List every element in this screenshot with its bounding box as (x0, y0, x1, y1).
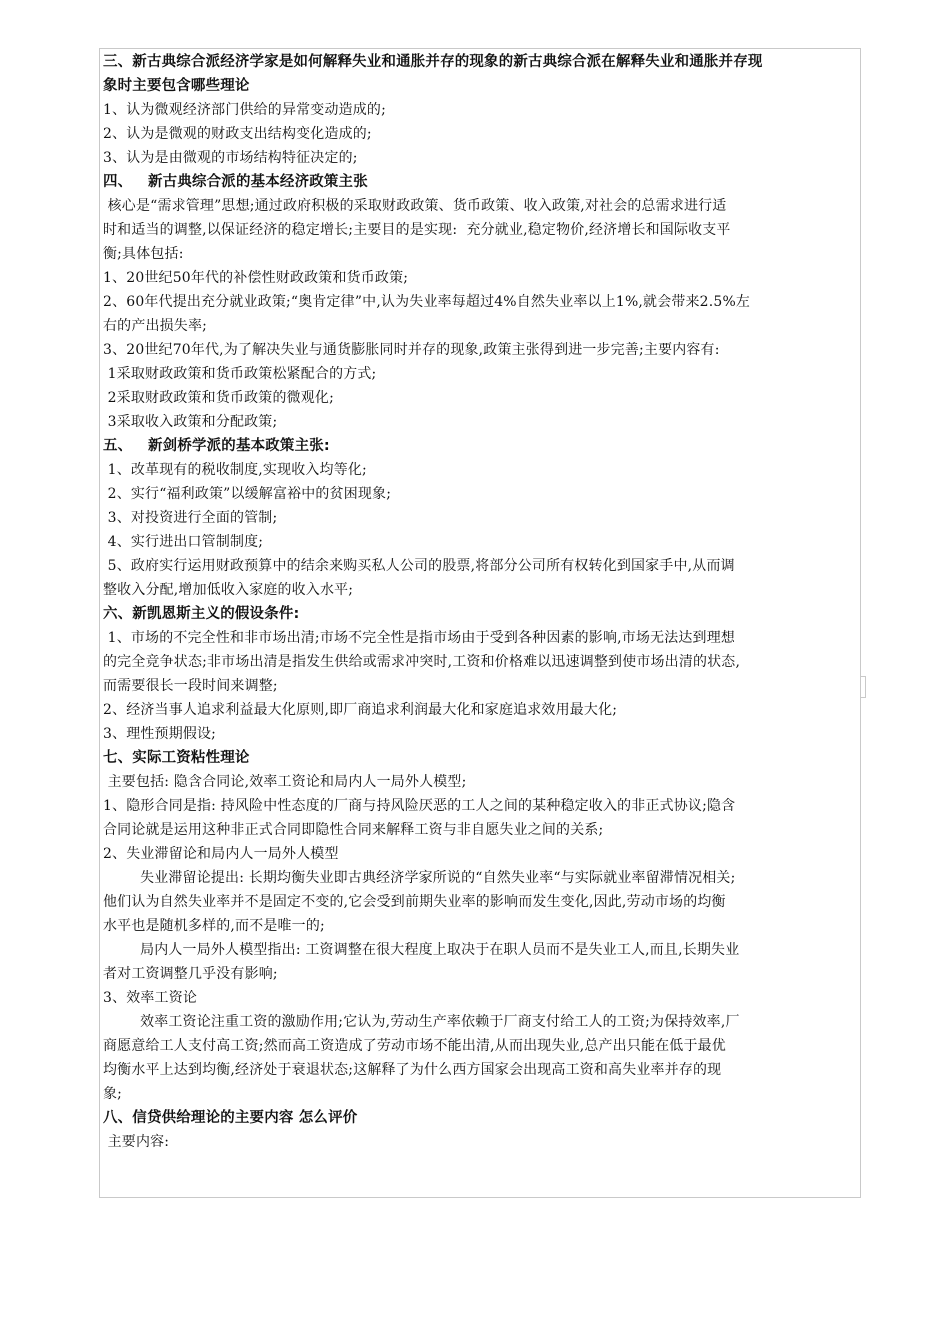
section-heading: 四、 新古典综合派的基本经济政策主张 (103, 174, 368, 190)
paragraph-line: 商愿意给工人支付高工资;然而高工资造成了劳动市场不能出清,从而出现失业,总产出只能在低于最优 (103, 1038, 726, 1054)
list-item: 3、理性预期假设; (103, 726, 217, 742)
list-item: 的完全竞争状态;非市场出清是指发生供给或需求冲突时,工资和价格难以迅速调整到使市场出清的状态, (103, 654, 741, 670)
list-item: 4、实行进出口管制制度; (103, 534, 264, 550)
paragraph-line: 水平也是随机多样的,而不是唯一的; (103, 918, 325, 934)
section-heading: 八、信贷供给理论的主要内容 怎么评价 (103, 1110, 358, 1126)
list-item: 右的产出损失率; (103, 318, 208, 334)
section-3 (103, 50, 861, 170)
paragraph-line: 主要内容: (103, 1134, 170, 1150)
paragraph-line: 时和适当的调整,以保证经济的稳定增长;主要目的是实现: 充分就业,稳定物价,经济增长和国际收支平 (103, 222, 731, 238)
list-item: 2、经济当事人追求利益最大化原则,即厂商追求利润最大化和家庭追求效用最大化; (103, 702, 618, 718)
list-item: 整收入分配,增加低收入家庭的收入水平; (103, 582, 354, 598)
paragraph-line: 主要包括: 隐含合同论,效率工资论和局内人一局外人模型; (103, 774, 467, 790)
document-body (103, 50, 861, 1154)
list-item: 3采取收入政策和分配政策; (103, 414, 278, 430)
list-item: 3、效率工资论 (103, 990, 198, 1006)
list-item: 1采取财政政策和货币政策松紧配合的方式; (103, 366, 377, 382)
section-heading: 七、实际工资粘性理论 (103, 750, 250, 766)
list-item: 1、20世纪50年代的补偿性财政政策和货币政策; (103, 270, 409, 286)
section-5 (103, 434, 861, 602)
paragraph-line: 象; (103, 1086, 123, 1102)
paragraph-line: 均衡水平上达到均衡,经济处于衰退状态;这解释了为什么西方国家会出现高工资和高失业率并存的现 (103, 1062, 722, 1078)
paragraph-line: 效率工资论注重工资的激励作用;它认为,劳动生产率依赖于厂商支付给工人的工资;为保持效率,厂 (103, 1014, 740, 1030)
list-item: 2、失业滞留论和局内人一局外人模型 (103, 846, 339, 862)
section-4 (103, 170, 861, 434)
list-item: 5、政府实行运用财政预算中的结余来购买私人公司的股票,将部分公司所有权转化到国家手中,从而调 (103, 558, 735, 574)
paragraph-line: 局内人一局外人模型指出: 工资调整在很大程度上取决于在职人员而不是失业工人,而且,长期失业 (103, 942, 740, 958)
section-6 (103, 602, 861, 746)
list-item: 2、实行“福利政策”以缓解富裕中的贫困现象; (103, 486, 392, 502)
paragraph-line: 衡;具体包括: (103, 246, 184, 262)
list-item: 2采取财政政策和货币政策的微观化; (103, 390, 334, 406)
paragraph-line: 失业滞留论提出: 长期均衡失业即古典经济学家所说的“自然失业率“与实际就业率留滞情况相关; (103, 870, 736, 886)
paragraph-line: 他们认为自然失业率并不是固定不变的,它会受到前期失业率的影响而发生变化,因此,劳动市场的均衡 (103, 894, 726, 910)
list-item: 3、对投资进行全面的管制; (103, 510, 278, 526)
paragraph-line: 核心是“需求管理”思想;通过政府积极的采取财政政策、货币政策、收入政策,对社会的总需求进行适 (103, 198, 727, 214)
list-item: 而需要很长一段时间来调整; (103, 678, 278, 694)
section-heading: 六、新凯恩斯主义的假设条件: (103, 606, 300, 622)
list-item: 1、市场的不完全性和非市场出清;市场不完全性是指市场由于受到各种因素的影响,市场无法达到理想 (103, 630, 736, 646)
list-item: 1、改革现有的税收制度,实现收入均等化; (103, 462, 367, 478)
list-item: 1、隐形合同是指: 持风险中性态度的厂商与持风险厌恶的工人之间的某种稳定收入的非正式协议;隐含 (103, 798, 736, 814)
paragraph-line: 者对工资调整几乎没有影响; (103, 966, 278, 982)
list-item: 2、60年代提出充分就业政策;“奥肯定律”中,认为失业率每超过4%自然失业率以上1%,就会带来2.5%左 (103, 294, 751, 310)
section-heading: 五、 新剑桥学派的基本政策主张: (103, 438, 330, 454)
list-item: 合同论就是运用这种非正式合同即隐性合同来解释工资与非自愿失业之间的关系; (103, 822, 604, 838)
list-item: 2、认为是微观的财政支出结构变化造成的; (103, 126, 372, 142)
list-item: 3、认为是由微观的市场结构特征决定的; (103, 150, 358, 166)
section-8 (103, 1106, 861, 1154)
section-heading: 三、新古典综合派经济学家是如何解释失业和通胀并存的现象的新古典综合派在解释失业和通胀并存现 (103, 54, 763, 70)
list-item: 3、20世纪70年代,为了解决失业与通货膨胀同时并存的现象,政策主张得到进一步完善;主要内容有: (103, 342, 720, 358)
list-item: 1、认为微观经济部门供给的异常变动造成的; (103, 102, 386, 118)
section-7 (103, 746, 861, 1106)
section-heading: 象时主要包含哪些理论 (103, 78, 250, 94)
